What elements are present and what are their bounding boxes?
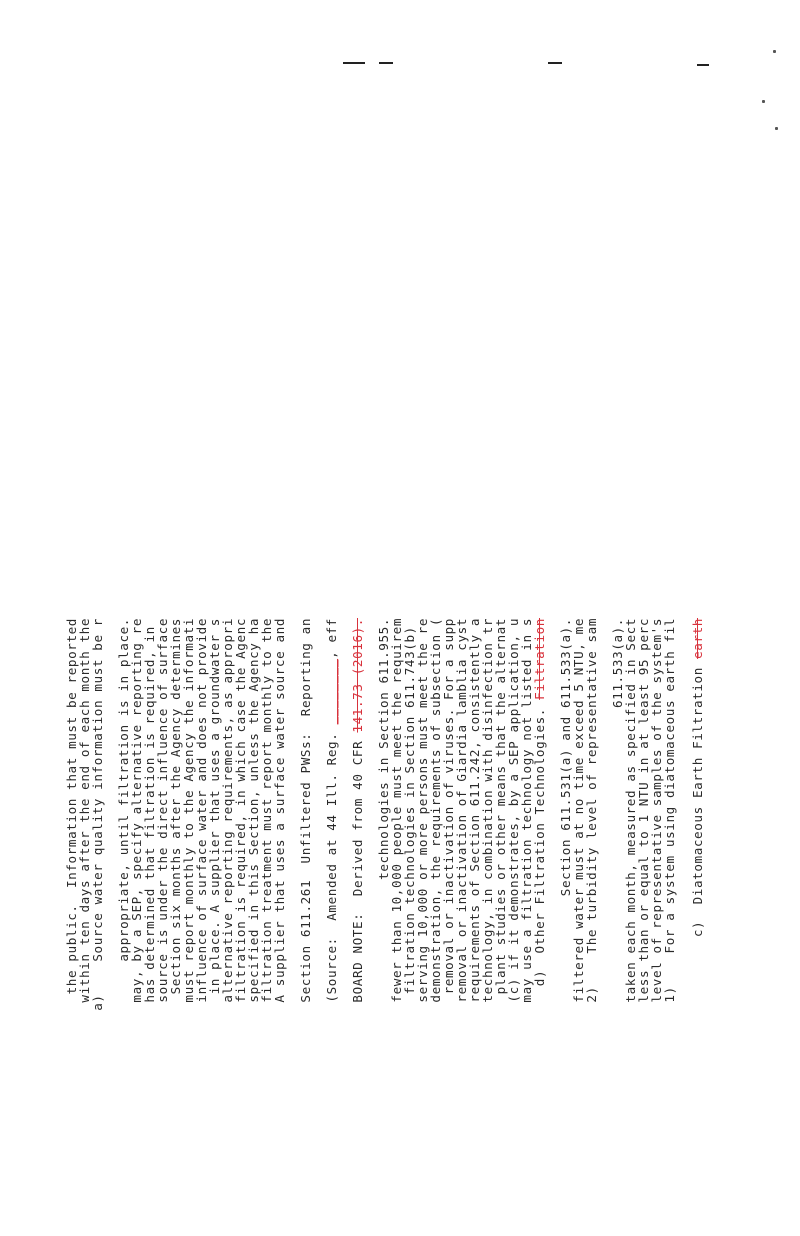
line-text: a) Source water quality information must be r — [90, 618, 105, 1011]
document-line — [442, 618, 455, 994]
line-text: demonstration, the requirements of subsection ( — [428, 618, 443, 1003]
document-line — [481, 618, 494, 1003]
document-line — [273, 618, 286, 1003]
document-line — [91, 618, 104, 1011]
document-line — [494, 618, 507, 994]
document-body — [64, 618, 712, 1236]
margin-mark — [548, 62, 562, 64]
line-text: the public. Information that must be reported — [64, 618, 79, 995]
scan-speck — [773, 50, 776, 53]
line-text: in place. A supplier that uses a groundwater s — [207, 618, 222, 995]
line-text: removal or inactivation of viruses. For a supp — [441, 618, 456, 995]
document-line — [585, 618, 598, 1003]
document-line — [572, 618, 585, 1003]
line-text: less than or equal to 1 NTU in at least 95 perc — [636, 618, 651, 1003]
document-line — [143, 618, 156, 1003]
document-line — [169, 618, 182, 994]
line-text: taken each month, measured as specified in Sect — [623, 618, 638, 1003]
line-text: influence of surface water and does not provide — [194, 618, 209, 1003]
document-line — [78, 618, 91, 1003]
line-text: 2) The turbidity level of representative sam — [584, 618, 599, 1003]
document-line — [691, 618, 704, 937]
document-line — [195, 618, 208, 1003]
document-line — [390, 618, 403, 1003]
line-text: filtration is required, in which case the Agenc — [233, 618, 248, 1003]
struck-text: earth — [690, 618, 705, 659]
line-text: within ten days after the end of each month the — [77, 618, 92, 1003]
line-text: source is under the direct influence of surface — [155, 618, 170, 1003]
document-line — [520, 618, 533, 1003]
line-text: filtration treatment must report monthly to the — [259, 618, 274, 1003]
line-text: technologies in Section 611.955. — [376, 618, 391, 880]
document-line — [663, 618, 676, 1003]
line-text: plant studies or other means that the alternat — [493, 618, 508, 995]
margin-mark — [343, 62, 365, 64]
document-line — [351, 618, 364, 1003]
document-line — [611, 618, 624, 708]
line-text: filtration technologies in Section 611.743(b) — [402, 618, 417, 995]
line-text: alternative reporting requirements, as appropri — [220, 618, 235, 1003]
line-text: A supplier that uses a surface water source and — [272, 618, 287, 1003]
document-line — [429, 618, 442, 1003]
line-text: specified in this Section, unless the Agency ha — [246, 618, 261, 1003]
line-text: Section six months after the Agency determines — [168, 618, 183, 995]
line-text: may use a filtration technology not listed in s — [519, 618, 534, 1003]
line-text: removal or inactivation of Giardia lamblia cyst — [454, 618, 469, 1003]
line-text: d) Other Filtration Technologies. — [532, 699, 547, 987]
line-text: c) Diatomaceous Earth Filtration — [690, 658, 705, 938]
scan-speck — [775, 127, 778, 130]
margin-mark — [697, 64, 709, 66]
line-text: technology, in combination with disinfection tr — [480, 618, 495, 1003]
document-line — [637, 618, 650, 1003]
scan-speck — [762, 100, 765, 103]
line-text: fewer than 10,000 people must meet the requirem — [389, 618, 404, 1003]
line-text: has determined that filtration is required, in — [142, 618, 157, 1003]
line-text: serving 10,000 or more persons must meet the re — [415, 618, 430, 1003]
document-line — [416, 618, 429, 1003]
line-text: filtered water must at no time exceed 5 NTU, me — [571, 618, 586, 1003]
document-line — [221, 618, 234, 1003]
document-line — [182, 618, 195, 1003]
document-line — [559, 618, 572, 896]
document-line — [403, 618, 416, 994]
line-text: (Source: Amended at 44 Ill. Reg. — [324, 724, 339, 1003]
document-line — [455, 618, 468, 1003]
document-line — [156, 618, 169, 1003]
document-line — [533, 618, 546, 986]
document-line — [247, 618, 260, 1003]
line-text: (c) if it demonstrates, by a SEP application, u — [506, 618, 521, 1003]
line-text: appropriate, until filtration is in place. — [116, 618, 131, 962]
line-text: BOARD NOTE: Derived from 40 CFR — [350, 732, 365, 1003]
document-line — [325, 618, 338, 1003]
document-line — [468, 618, 481, 1003]
line-text: must report monthly to the Agency the informati — [181, 618, 196, 1003]
document-line — [507, 618, 520, 1003]
document-line — [624, 618, 637, 1003]
document-line — [260, 618, 273, 1003]
line-text: Section 611.531(a) and 611.533(a). — [558, 618, 573, 897]
document-line — [299, 618, 312, 1003]
line-text: 611.533(a). — [610, 618, 625, 709]
line-text: may, by a SEP, specify alternative reporting re — [129, 618, 144, 1003]
line-text: level of representative samples of the system's — [649, 618, 664, 1003]
line-text: 1) For a system using diatomaceous earth fil — [662, 618, 677, 1003]
document-line — [130, 618, 143, 1003]
line-tail: , eff — [324, 618, 339, 659]
document-line — [65, 618, 78, 994]
inserted-blank: ________ — [324, 658, 339, 725]
document-line — [650, 618, 663, 1003]
struck-text: Filtration — [532, 618, 547, 700]
document-line — [117, 618, 130, 962]
document-line — [234, 618, 247, 1003]
document-line — [208, 618, 221, 994]
document-line — [377, 618, 390, 880]
line-text: requirements of Section 611.242, consistently a — [467, 618, 482, 1003]
margin-mark — [379, 62, 393, 64]
line-text: Section 611.261 Unfiltered PWSs: Reporting an — [298, 618, 313, 1003]
struck-text: 141.73 (2016). — [350, 618, 365, 733]
